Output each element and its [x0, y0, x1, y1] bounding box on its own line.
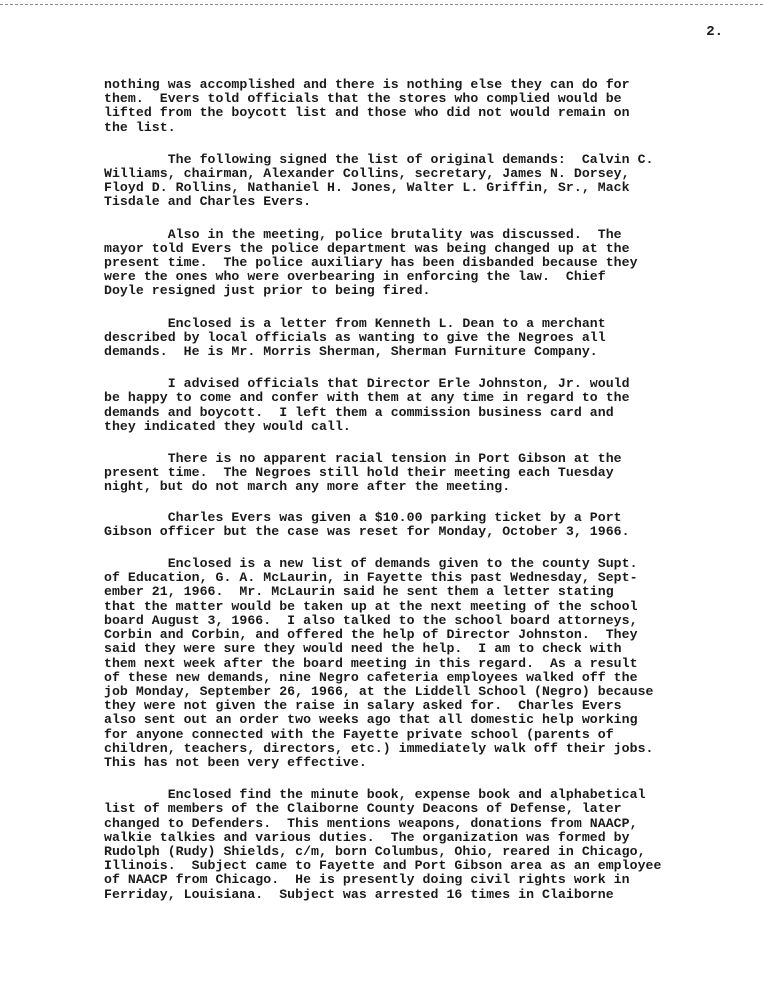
paragraph-police-brutality: Also in the meeting, police brutality was discussed. The mayor told Evers the police department was being changed up at the present time. The police auxiliary has been disbanded because they were the ones who were overbearing in enforcing the law. Chief Doyle resigned just prior to being fired. [104, 226, 638, 299]
paragraph-racial-tension: There is no apparent racial tension in Port Gibson at the present time. The Negroes still hold their meeting each Tuesday night, but do not march any more after the meeting. [104, 451, 622, 495]
paragraph-director-offer: I advised officials that Director Erle Johnston, Jr. would be happy to come and confer with them at any time in regard to the demands and boycott. I left them a commission business card and they indicated they would call. [104, 376, 630, 434]
page-number: 2. [706, 24, 723, 40]
document-body [104, 78, 732, 902]
paragraph-school-demands: Enclosed is a new list of demands given to the county Supt. of Education, G. A. McLaurin, in Fayette this past Wednesday, Sept- ember 21, 1966. Mr. McLaurin said he sent them a letter stating that the matter would be taken up at the next meeting of the school board August 3, 1966. I also talked to the school board attorneys, Corbin and Corbin, and offered the help of Director Johnston. They said they were sure they would need the help. I am to check with them next week after the board meeting in this regard. As a result of these new demands, nine Negro cafeteria employees walked off the job Monday, September 26, 1966, at the Liddell School (Negro) because they were not given the raise in salary asked for. Charles Evers also sent out an order two weeks ago that all domestic help working for anyone connected with the Fayette private school (parents of children, teachers, directors, etc.) immediately walk off their jobs. This has not been very effective. [104, 556, 654, 770]
page-top-edge-rule [0, 4, 763, 5]
paragraph-boycott-outcome: nothing was accomplished and there is nothing else they can do for them. Evers told officials that the stores who complied would be lifted from the boycott list and those who did not would remain on the list. [104, 77, 630, 135]
paragraph-deacons-of-defense: Enclosed find the minute book, expense book and alphabetical list of members of the Claiborne County Deacons of Defense, later changed to Defenders. This mentions weapons, donations from NAACP, walkie talkies and various duties. The organization was formed by Rudolph (Rudy) Shields, c/m, born Columbus, Ohio, reared in Chicago, Illinois. Subject came to Fayette and Port Gibson area as an employee of NAACP from Chicago. He is presently doing civil rights work in Ferriday, Louisiana. Subject was arrested 16 times in Claiborne [104, 787, 662, 902]
paragraph-parking-ticket: Charles Evers was given a $10.00 parking ticket by a Port Gibson officer but the case was reset for Monday, October 3, 1966. [104, 509, 630, 539]
paragraph-demand-signers: The following signed the list of original demands: Calvin C. Williams, chairman, Alexander Collins, secretary, James N. Dorsey, Floyd D. Rollins, Nathaniel H. Jones, Walter L. Griffin, Sr., Mack Tisdale and Charles Evers. [104, 151, 654, 210]
paragraph-dean-letter: Enclosed is a letter from Kenneth L. Dean to a merchant described by local officials as wanting to give the Negroes all demands. He is Mr. Morris Sherman, Sherman Furniture Company. [104, 315, 606, 360]
